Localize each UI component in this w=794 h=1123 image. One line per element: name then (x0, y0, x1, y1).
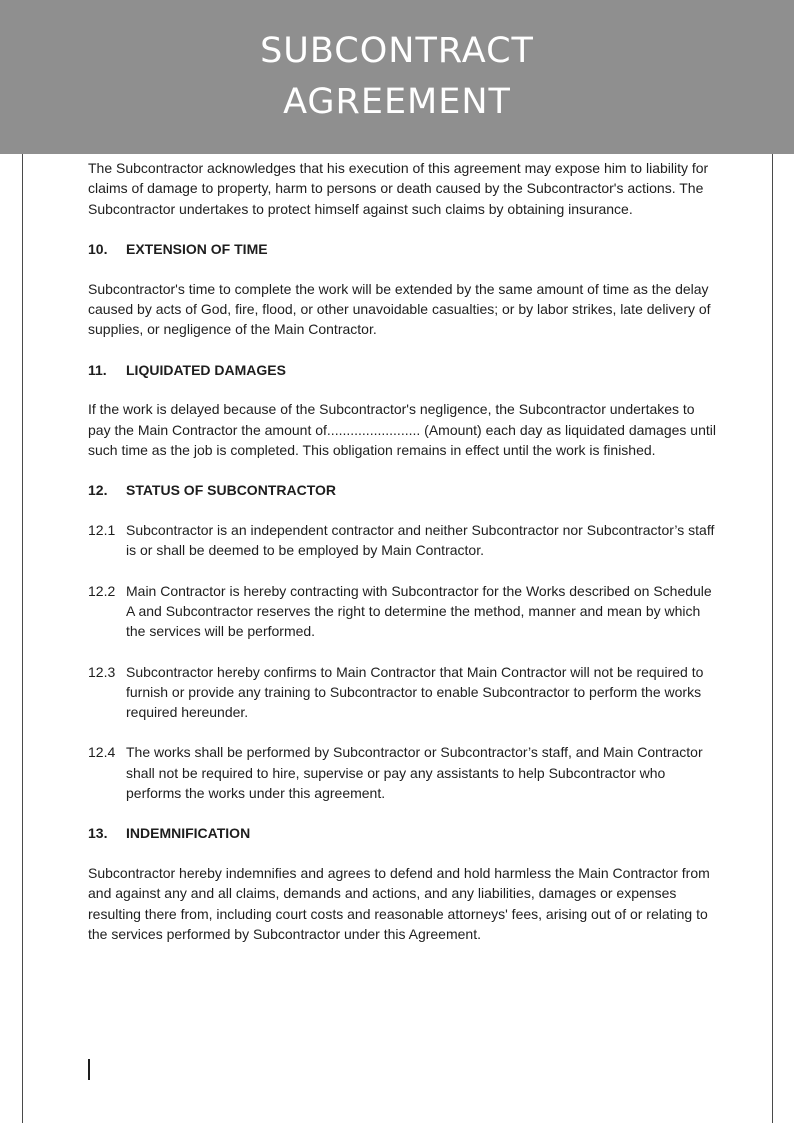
page-border-right (772, 150, 773, 1123)
section-heading-13 (88, 823, 718, 843)
section-title: EXTENSION OF TIME (126, 240, 268, 257)
section-title: INDEMNIFICATION (126, 825, 251, 842)
intro-paragraph: The Subcontractor acknowledges that his execution of this agreement may expose him to liability for claims of damage to property, harm to persons or death caused by the Subcontractor's actions. The Subcontractor undertakes to protect himself against such claims by obtaining insurance. (88, 160, 709, 217)
section-heading-12 (88, 480, 718, 500)
section-paragraph-10: Subcontractor's time to complete the work will be extended by the same amount of time as the delay caused by acts of God, fire, flood, or other unavoidable casualties; or by labor strikes, late delivery of supplies, or negligence of the Main Contractor. (88, 280, 711, 338)
clause-number: 12.2 (88, 582, 116, 599)
clause-number: 12.3 (88, 663, 116, 680)
clause-text: Subcontractor is an independent contractor and neither Subcontractor nor Subcontractor’s staff is or shall be deemed to be employed by Main Contractor. (126, 522, 715, 559)
section-number: 11. (88, 361, 107, 378)
section-number: 13. (88, 825, 108, 842)
clause-12-2 (88, 581, 718, 642)
clause-number: 12.4 (88, 744, 116, 761)
text-cursor (88, 1059, 90, 1080)
section-title: LIQUIDATED DAMAGES (126, 361, 286, 378)
clause-number: 12.1 (88, 522, 116, 539)
section-heading-11 (88, 360, 718, 380)
clause-text: Subcontractor hereby confirms to Main Contractor that Main Contractor will not be required to furnish or provide any training to Subcontractor to enable Subcontractor to perform the works required hereunder. (126, 663, 704, 721)
section-heading-10 (88, 239, 718, 259)
document-body[interactable] (88, 158, 718, 964)
banner-title: SUBCONTRACT AGREEMENT (260, 31, 534, 122)
clause-text: Main Contractor is hereby contracting with Subcontractor for the Works described on Schedule A and Subcontractor reserves the right to determine the method, manner and mean by which the services will be performed. (126, 582, 712, 640)
section-title: STATUS OF SUBCONTRACTOR (126, 482, 336, 499)
clause-12-3 (88, 662, 718, 723)
section-paragraph-11: If the work is delayed because of the Subcontractor's negligence, the Subcontractor undertakes to pay the Main Contractor the amount of........................ (Amount) each day as liquidated damages until such time as the job is completed. This obligation remains in effect until the work is finished. (88, 401, 716, 458)
section-number: 12. (88, 482, 108, 499)
title-banner (0, 0, 794, 154)
page-border-left (22, 150, 23, 1123)
clause-12-4 (88, 742, 718, 803)
clause-text: The works shall be performed by Subcontractor or Subcontractor’s staff, and Main Contractor shall not be required to hire, supervise or pay any assistants to help Subcontractor who performs the works under this agreement. (126, 744, 703, 802)
clause-12-1 (88, 520, 718, 561)
section-paragraph-13: Subcontractor hereby indemnifies and agrees to defend and hold harmless the Main Contractor from and against any and all claims, demands and actions, and any liabilities, damages or expenses resulting there from, including court costs and reasonable attorneys' fees, arising out of or relating to the services performed by Subcontractor under this Agreement. (88, 865, 710, 943)
section-number: 10. (88, 240, 108, 257)
